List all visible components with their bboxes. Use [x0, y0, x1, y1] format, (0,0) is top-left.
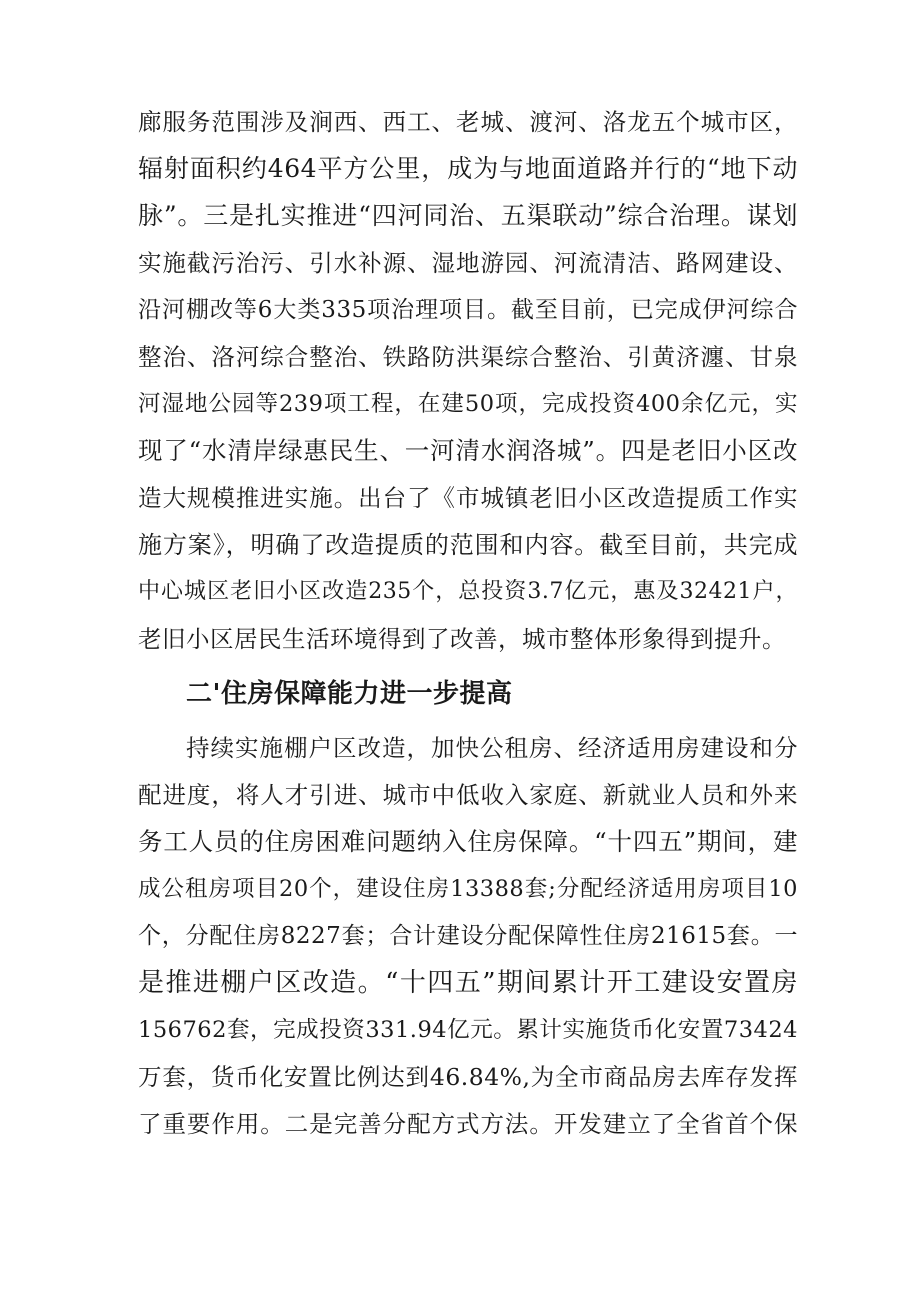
paragraph1-line-12: 老旧小区居民生活环境得到了改善，城市整体形象得到提升。 — [138, 625, 786, 653]
paragraph1-line-5: 沿河棚改等6大类335项治理项目。截至目前，已完成伊河综合 — [138, 297, 798, 323]
paragraph1-line-6: 整治、洛河综合整治、铁路防洪渠综合整治、引黄济瀍、甘泉 — [138, 343, 798, 371]
paragraph1-line-10: 施方案》，明确了改造提质的范围和内容。截至目前，共完成 — [138, 531, 798, 559]
paragraph2-line-6: 是推进棚户区改造。“十四五”期间累计开工建设安置房 — [138, 968, 798, 998]
paragraph2-line-7: 156762套，完成投资331.94亿元。累计实施货币化安置73424 — [138, 1017, 798, 1043]
paragraph2-line-2: 配进度，将人才引进、城市中低收入家庭、新就业人员和外来 — [138, 781, 798, 809]
paragraph1-line-4: 实施截污治污、引水补源、湿地游园、河流清洁、路网建设、 — [138, 249, 798, 277]
paragraph2-line-3: 务工人员的住房困难问题纳入住房保障。“十四五”期间，建 — [138, 827, 798, 856]
paragraph1-line-7: 河湿地公园等239项工程，在建50项，完成投资400余亿元，实 — [138, 391, 798, 417]
paragraph2-line-8: 万套，货币化安置比例达到46.84%,为全市商品房去库存发挥 — [138, 1063, 798, 1091]
paragraph1-line-2: 辐射面积约464平方公里，成为与地面道路并行的“地下动 — [138, 154, 798, 183]
paragraph2-line-4: 成公租房项目20个，建设住房13388套;分配经济适用房项目10 — [138, 876, 798, 902]
paragraph1-line-9: 造大规模推进实施。出台了《市城镇老旧小区改造提质工作实 — [138, 484, 798, 512]
paragraph2-line-5: 个，分配住房8227套；合计建设分配保障性住房21615套。一 — [138, 923, 798, 949]
paragraph1-line-1: 廊服务范围涉及涧西、西工、老城、渡河、洛龙五个城市区， — [138, 108, 798, 136]
paragraph1-line-8: 现了“水清岸绿惠民生、一河清水润洛城”。四是老旧小区改 — [138, 436, 798, 465]
section-heading: 二'住房保障能力进一步提高 — [186, 679, 513, 709]
paragraph1-line-11: 中心城区老旧小区改造235个，总投资3.7亿元，惠及32421户， — [138, 579, 798, 604]
paragraph1-line-3: 脉”。三是扎实推进“四河同治、五渠联动”综合治理。谋划 — [138, 201, 798, 230]
paragraph2-line-9: 了重要作用。二是完善分配方式方法。开发建立了全省首个保 — [138, 1110, 798, 1138]
paragraph2-line-1: 持续实施棚户区改造，加快公租房、经济适用房建设和分 — [186, 734, 798, 762]
